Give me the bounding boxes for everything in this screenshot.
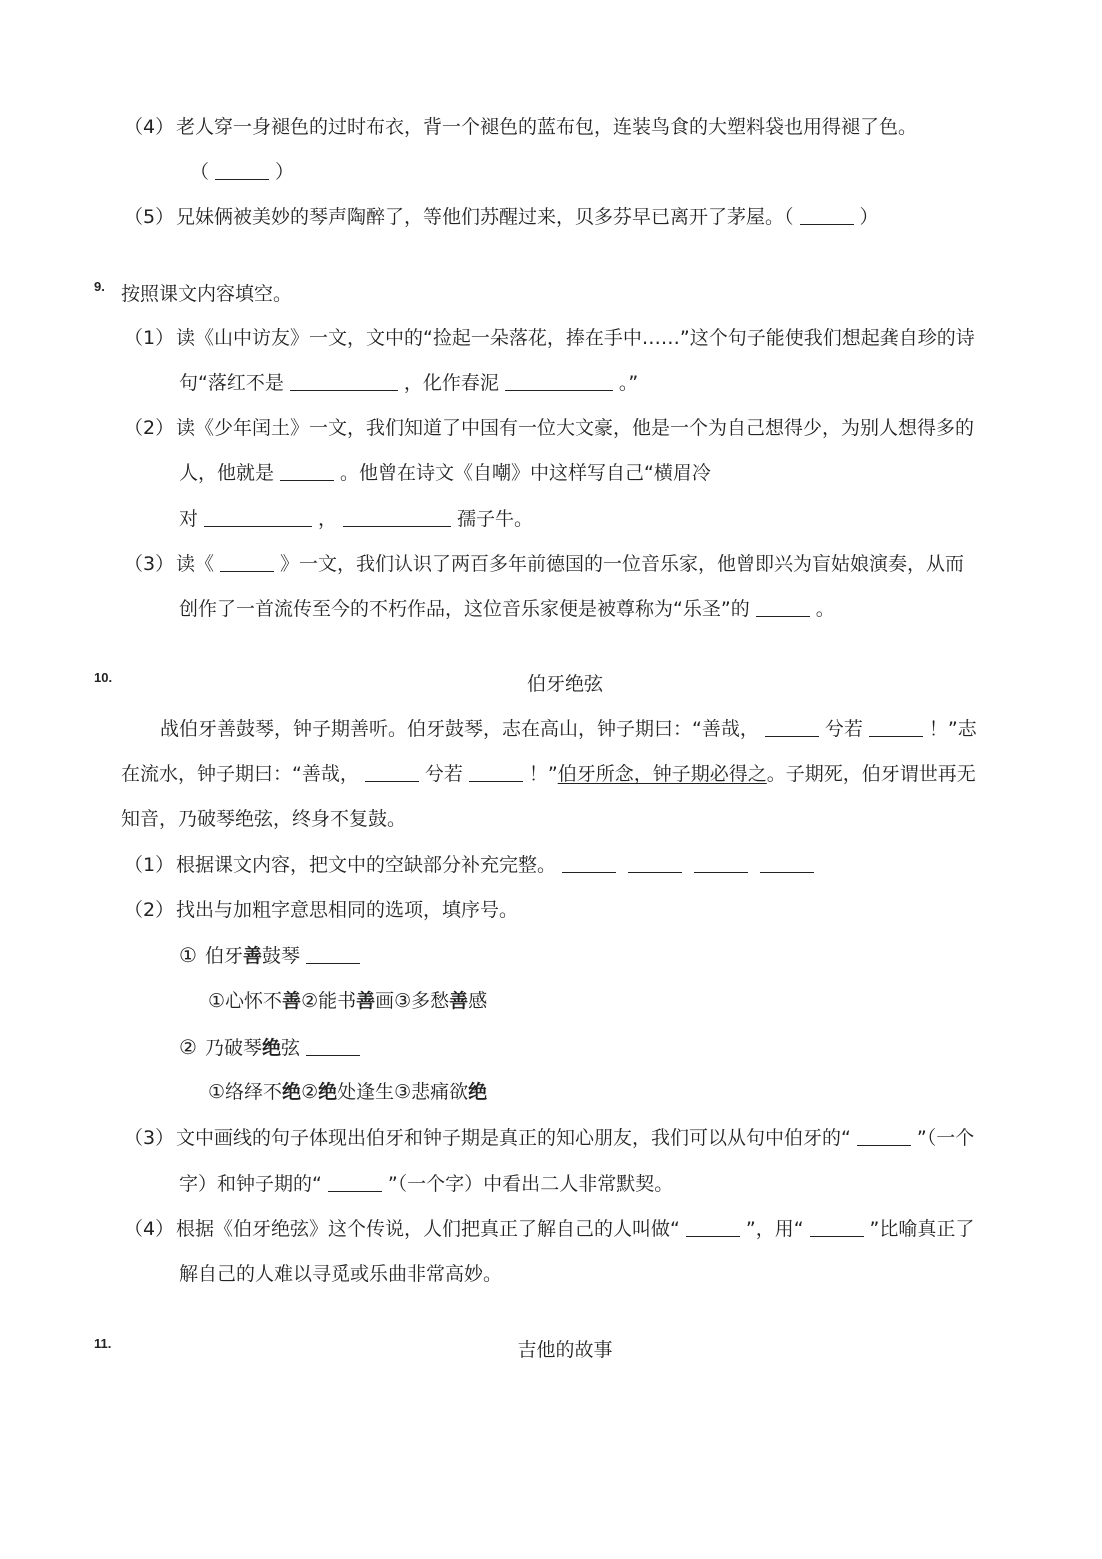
q10-item2-sub2-options	[208, 1080, 487, 1104]
text: 乃破琴	[204, 1037, 262, 1059]
q10-passage-line2	[121, 762, 976, 786]
q10-item3-line2	[179, 1172, 673, 1196]
q9-prompt: 按照课文内容填空。	[121, 283, 293, 305]
bold-char: 善	[242, 945, 262, 967]
q9-item2-line1	[124, 416, 974, 440]
q9-item3-line1	[124, 552, 964, 576]
q9-item2-line3	[179, 507, 533, 531]
text: 根据《伯牙绝弦》这个传说，人们把真正了解自己的人叫做“	[176, 1218, 680, 1240]
q10-item4-line1	[124, 1217, 974, 1241]
q9-number: 9.	[94, 279, 105, 294]
text: ”（一个字）中看出二人非常默契。	[387, 1173, 674, 1195]
answer-blank[interactable]	[869, 718, 923, 737]
q11-number: 11.	[94, 1336, 112, 1351]
answer-blank[interactable]	[215, 161, 269, 180]
q10-item4-number: （4）	[124, 1218, 175, 1240]
answer-blank[interactable]	[628, 854, 682, 873]
q10-item2	[124, 898, 518, 922]
text: 找出与加粗字意思相同的选项，填序号。	[176, 899, 519, 921]
paren-close: ）	[859, 206, 879, 228]
text: 兮若	[824, 718, 863, 740]
circled-two-marker: ②	[179, 1035, 197, 1059]
text: 弦	[280, 1037, 300, 1059]
q9-item2-text: 读《少年闰土》一文，我们知道了中国有一位大文豪，他是一个为自己想得少，为别人想得多的	[176, 417, 975, 439]
q11-title: 吉他的故事	[517, 1339, 613, 1361]
text: ！”志	[928, 718, 977, 740]
underlined-sentence: 伯牙所念，钟子期必得之	[557, 763, 767, 785]
answer-blank[interactable]	[686, 1218, 740, 1237]
answer-blank[interactable]	[562, 854, 616, 873]
text: 读《	[176, 553, 215, 575]
q8-item5-text: 兄妹俩被美妙的琴声陶醉了，等他们苏醒过来，贝多芬早已离开了茅屋。	[176, 206, 785, 228]
answer-blank[interactable]	[280, 462, 334, 481]
bold-char: 善	[282, 990, 302, 1012]
bold-char: 绝	[261, 1037, 281, 1059]
text: 句“落红不是	[179, 372, 284, 394]
bold-char: 善	[449, 990, 469, 1012]
text: 感	[468, 990, 488, 1012]
text: 。”	[618, 372, 639, 394]
answer-blank[interactable]	[220, 553, 274, 572]
q10-item1-number: （1）	[124, 854, 175, 876]
q9-item3-line2	[179, 597, 835, 621]
text: ”，用“	[745, 1218, 804, 1240]
q10-item3-line1	[124, 1126, 974, 1150]
answer-blank[interactable]	[204, 508, 312, 527]
text: 画③多愁	[375, 990, 450, 1012]
text: 。他曾在诗文《自嘲》中这样写自己“横眉冷	[340, 462, 711, 484]
q8-item4-line2	[190, 160, 294, 184]
q10-item2-number: （2）	[124, 899, 175, 921]
answer-blank[interactable]	[328, 1173, 382, 1192]
text: 伯牙	[204, 945, 243, 967]
q10-item2-sub1-options	[208, 989, 487, 1013]
q8-item4-line1	[124, 115, 917, 139]
answer-blank[interactable]	[756, 598, 810, 617]
text: 战伯牙善鼓琴，钟子期善听。伯牙鼓琴，志在高山，钟子期曰：“善哉，	[160, 718, 759, 740]
q9-item1-line2	[179, 371, 638, 395]
q10-item2-sub2	[179, 1035, 366, 1060]
q10-item1	[124, 853, 820, 877]
q8-item4-number: （4）	[124, 116, 175, 138]
text: ，化作春泥	[403, 372, 499, 394]
q8-item5-line1	[124, 205, 879, 229]
answer-blank[interactable]	[505, 372, 613, 391]
text: 文中画线的句子体现出伯牙和钟子期是真正的知心朋友，我们可以从句中伯牙的“	[176, 1127, 851, 1149]
text: 》一文，我们认识了两百多年前德国的一位音乐家，他曾即兴为盲姑娘演奏，从而	[280, 553, 965, 575]
answer-blank[interactable]	[765, 718, 819, 737]
q10-item4-line2: 解自己的人难以寻觅或乐曲非常高妙。	[179, 1263, 503, 1285]
text: 在流水，钟子期曰：“善哉，	[121, 763, 359, 785]
answer-blank[interactable]	[365, 763, 419, 782]
answer-blank[interactable]	[800, 206, 854, 225]
bold-char: 绝	[318, 1081, 338, 1103]
text: ①心怀不	[208, 990, 283, 1012]
text: 孺子牛。	[457, 508, 534, 530]
text: ”（一个	[916, 1127, 975, 1149]
q10-passage-line3: 知音，乃破琴绝弦，终身不复鼓。	[121, 808, 407, 830]
q9-item1-text: 读《山中访友》一文，文中的“捡起一朵落花，捧在手中……”这个句子能使我们想起龚自珍的诗	[176, 327, 975, 349]
answer-blank[interactable]	[306, 1037, 360, 1056]
q9-item2-line2	[179, 461, 711, 485]
q10-title: 伯牙绝弦	[526, 673, 603, 695]
q8-item5-number: （5）	[124, 206, 175, 228]
q9-item3-number: （3）	[124, 553, 175, 575]
paren-open: （	[784, 206, 794, 228]
q9-item1-number: （1）	[124, 327, 175, 349]
circled-one-marker: ①	[179, 943, 197, 967]
text: ②	[301, 1081, 319, 1103]
text: 。	[815, 598, 835, 620]
q9-item2-number: （2）	[124, 417, 175, 439]
answer-blank[interactable]	[290, 372, 398, 391]
text: 人，他就是	[179, 462, 275, 484]
bold-char: 绝	[468, 1081, 488, 1103]
q10-item3-number: （3）	[124, 1127, 175, 1149]
paren-close: ）	[275, 161, 295, 183]
q10-item2-sub1	[179, 943, 366, 968]
answer-blank[interactable]	[760, 854, 814, 873]
answer-blank[interactable]	[469, 763, 523, 782]
text: ，	[318, 508, 338, 530]
q10-number: 10.	[94, 670, 113, 685]
text: ”比喻真正了	[869, 1218, 975, 1240]
text: 处逢生③悲痛欲	[337, 1081, 469, 1103]
answer-blank[interactable]	[857, 1127, 911, 1146]
answer-blank[interactable]	[306, 945, 360, 964]
text: ②能书	[301, 990, 357, 1012]
text: 兮若	[424, 763, 463, 785]
text: 创作了一首流传至今的不朽作品，这位音乐家便是被尊称为“乐圣”的	[179, 598, 750, 620]
paren-open: （	[190, 161, 210, 183]
bold-char: 绝	[282, 1081, 302, 1103]
text: 对	[179, 508, 199, 530]
q8-item4-text: 老人穿一身褪色的过时布衣，背一个褪色的蓝布包，连装鸟食的大塑料袋也用得褪了色。	[176, 116, 918, 138]
bold-char: 善	[356, 990, 376, 1012]
answer-blank[interactable]	[343, 508, 451, 527]
answer-blank[interactable]	[810, 1218, 864, 1237]
text: 。子期死，伯牙谓世再无	[766, 763, 976, 785]
text: ！”	[528, 763, 558, 785]
text: 根据课文内容，把文中的空缺部分补充完整。	[176, 854, 557, 876]
answer-blank[interactable]	[694, 854, 748, 873]
q9-item1-line1	[124, 326, 975, 350]
text: ①络绎不	[208, 1081, 283, 1103]
q10-passage-line1	[160, 717, 977, 741]
text: 鼓琴	[261, 945, 300, 967]
text: 字）和钟子期的“	[179, 1173, 322, 1195]
